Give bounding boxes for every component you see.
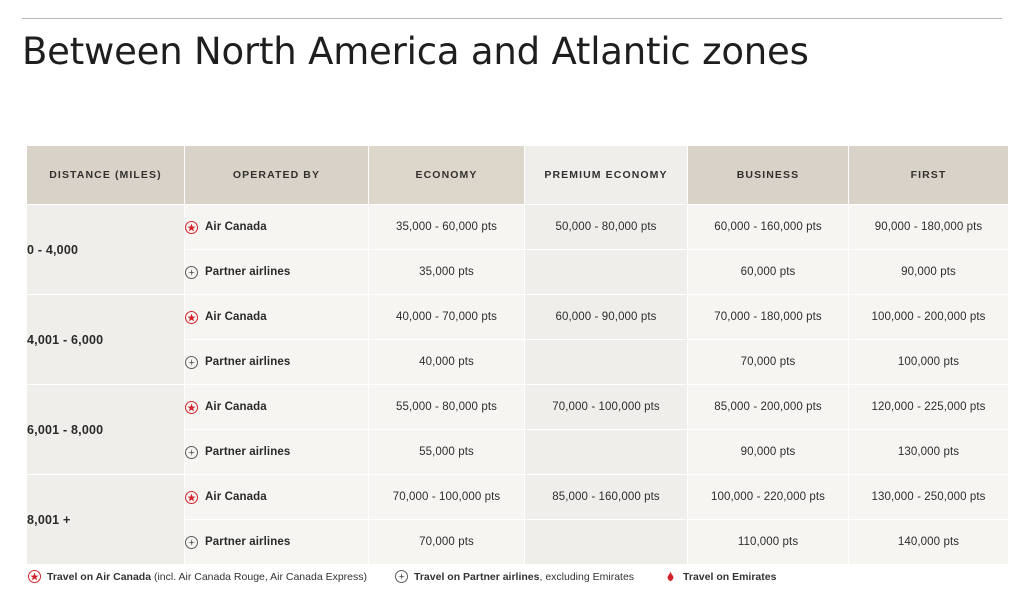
air-canada-icon: [185, 221, 198, 234]
table-body: [27, 205, 1009, 565]
legend-item-emirates: [664, 570, 776, 583]
air-canada-icon: [185, 401, 198, 414]
business-value: 110,000 pts: [688, 520, 849, 565]
partner-airlines-icon: [185, 446, 198, 459]
economy-value: 70,000 pts: [369, 520, 525, 565]
operator-label: Partner airlines: [205, 536, 291, 548]
first-value: 90,000 - 180,000 pts: [849, 205, 1009, 250]
column-header-business: BUSINESS: [688, 146, 849, 205]
operated-by-cell: [185, 430, 369, 475]
table-header-row: [27, 146, 1009, 205]
legend-label-rest: , excluding Emirates: [539, 570, 635, 583]
partner-airlines-icon: [185, 356, 198, 369]
operated-by-cell: [185, 520, 369, 565]
operated-by-cell: [185, 475, 369, 520]
table-header: [27, 146, 1009, 205]
operator-label: Partner airlines: [205, 356, 291, 368]
partner-airlines-icon: [185, 536, 198, 549]
economy-value: 70,000 - 100,000 pts: [369, 475, 525, 520]
premium-economy-value: [525, 520, 688, 565]
air-canada-icon: [185, 311, 198, 324]
table-row: [27, 385, 1009, 430]
first-value: 120,000 - 225,000 pts: [849, 385, 1009, 430]
air-canada-icon: [185, 491, 198, 504]
table-row: [27, 475, 1009, 520]
column-header-premium-economy: PREMIUM ECONOMY: [525, 146, 688, 205]
premium-economy-value: [525, 340, 688, 385]
legend-label-strong: Travel on Emirates: [683, 570, 777, 583]
economy-value: 55,000 - 80,000 pts: [369, 385, 525, 430]
business-value: 60,000 pts: [688, 250, 849, 295]
business-value: 100,000 - 220,000 pts: [688, 475, 849, 520]
business-value: 70,000 - 180,000 pts: [688, 295, 849, 340]
first-value: 140,000 pts: [849, 520, 1009, 565]
column-header-economy: ECONOMY: [369, 146, 525, 205]
first-value: 100,000 - 200,000 pts: [849, 295, 1009, 340]
first-value: 130,000 pts: [849, 430, 1009, 475]
distance-cell: 6,001 - 8,000: [27, 385, 185, 475]
operator-label: Air Canada: [205, 401, 267, 413]
economy-value: 35,000 pts: [369, 250, 525, 295]
table-row: [27, 295, 1009, 340]
legend-label: [683, 571, 776, 583]
economy-value: 55,000 pts: [369, 430, 525, 475]
operated-by-cell: [185, 340, 369, 385]
operated-by-cell: [185, 250, 369, 295]
first-value: 100,000 pts: [849, 340, 1009, 385]
business-value: 60,000 - 160,000 pts: [688, 205, 849, 250]
premium-economy-value: 60,000 - 90,000 pts: [525, 295, 688, 340]
economy-value: 40,000 pts: [369, 340, 525, 385]
operated-by-cell: [185, 385, 369, 430]
operator-label: Partner airlines: [205, 266, 291, 278]
column-header-distance: DISTANCE (MILES): [27, 146, 185, 205]
premium-economy-value: 85,000 - 160,000 pts: [525, 475, 688, 520]
legend-label-strong: Travel on Partner airlines: [414, 570, 540, 583]
premium-economy-value: [525, 430, 688, 475]
first-value: 130,000 - 250,000 pts: [849, 475, 1009, 520]
page-title: Between North America and Atlantic zones: [22, 30, 809, 73]
top-divider: [22, 18, 1002, 19]
table-row: [27, 205, 1009, 250]
partner-airlines-icon: [185, 266, 198, 279]
operated-by-cell: [185, 295, 369, 340]
air-canada-icon: [28, 570, 41, 583]
operator-label: Air Canada: [205, 491, 267, 503]
partner-airlines-icon: [395, 570, 408, 583]
column-header-first: FIRST: [849, 146, 1009, 205]
legend: [26, 570, 1002, 583]
legend-label: [414, 571, 634, 583]
premium-economy-value: 50,000 - 80,000 pts: [525, 205, 688, 250]
legend-label: [47, 571, 367, 583]
business-value: 85,000 - 200,000 pts: [688, 385, 849, 430]
business-value: 90,000 pts: [688, 430, 849, 475]
emirates-icon: [664, 570, 677, 583]
award-table-container: [26, 145, 1002, 565]
legend-label-strong: Travel on Air Canada: [47, 570, 152, 583]
distance-cell: 8,001 +: [27, 475, 185, 565]
operated-by-cell: [185, 205, 369, 250]
premium-economy-value: [525, 250, 688, 295]
premium-economy-value: 70,000 - 100,000 pts: [525, 385, 688, 430]
legend-item-partner-airlines: [395, 570, 634, 583]
award-table: [26, 145, 1009, 565]
economy-value: 35,000 - 60,000 pts: [369, 205, 525, 250]
operator-label: Air Canada: [205, 311, 267, 323]
first-value: 90,000 pts: [849, 250, 1009, 295]
operator-label: Air Canada: [205, 221, 267, 233]
legend-item-air-canada: [28, 570, 367, 583]
legend-label-rest: (incl. Air Canada Rouge, Air Canada Express): [151, 570, 368, 583]
distance-cell: 0 - 4,000: [27, 205, 185, 295]
economy-value: 40,000 - 70,000 pts: [369, 295, 525, 340]
distance-cell: 4,001 - 6,000: [27, 295, 185, 385]
operator-label: Partner airlines: [205, 446, 291, 458]
business-value: 70,000 pts: [688, 340, 849, 385]
column-header-operated-by: OPERATED BY: [185, 146, 369, 205]
